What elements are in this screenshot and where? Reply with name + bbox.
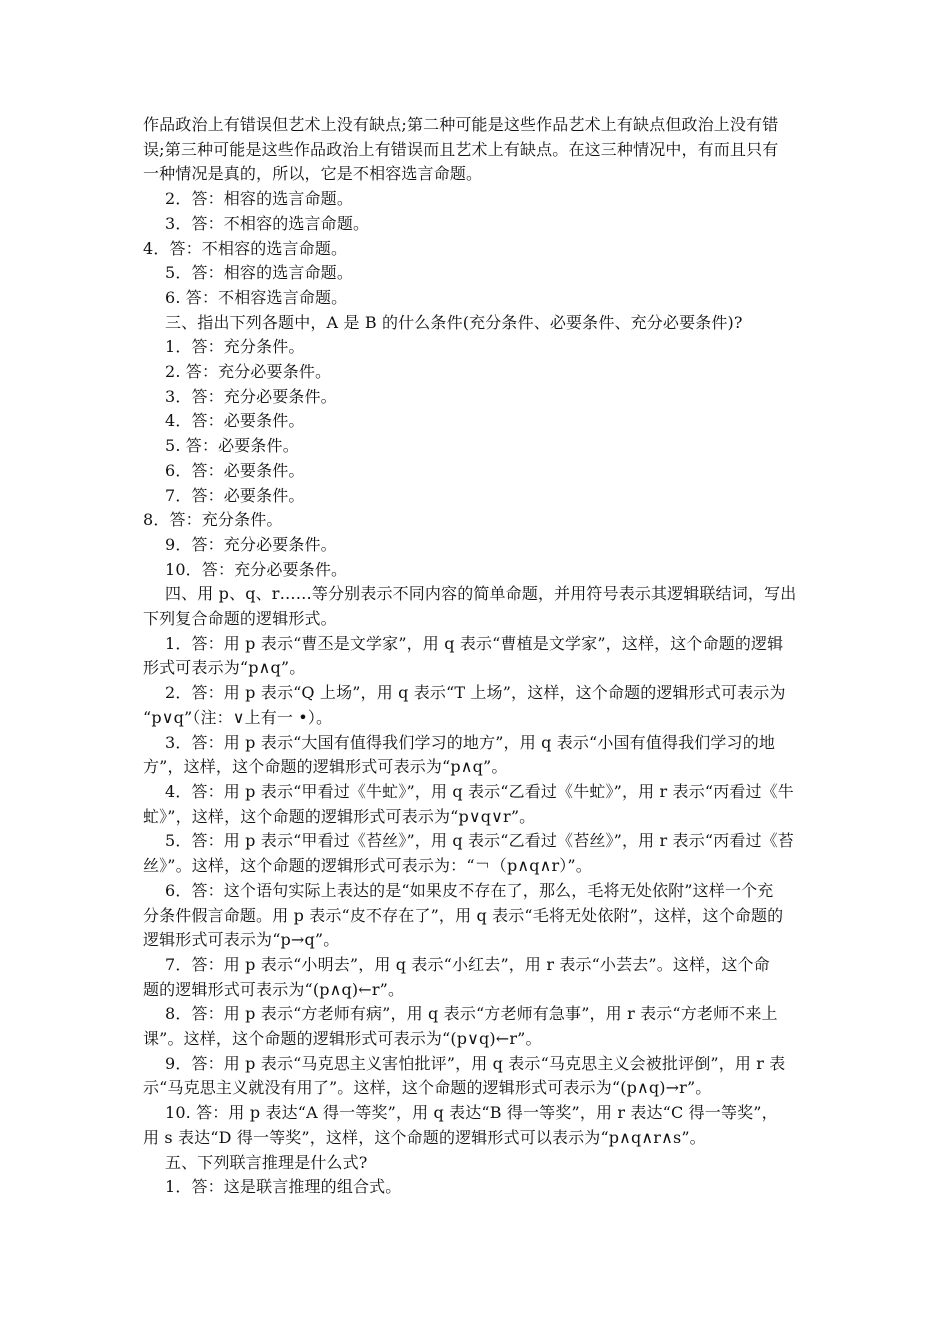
text-line: 1．答：充分条件。	[165, 337, 305, 357]
text-line: 5．答：相容的选言命题。	[165, 263, 353, 283]
text-line: 逻辑形式可表示为“p→q”。	[143, 930, 340, 950]
text-line: 分条件假言命题。用 p 表示“皮不存在了”，用 q 表示“毛将无处依附”，这样，这个命题的	[143, 905, 784, 925]
text-line: 示“马克思主义就没有用了”。这样，这个命题的逻辑形式可表示为“(p∧q)→r”。	[143, 1078, 712, 1098]
text-line: 6．答：必要条件。	[165, 460, 305, 480]
text-line: 1．答：这是联言推理的组合式。	[165, 1177, 402, 1197]
text-line: 9．答：用 p 表示“马克思主义害怕批评”，用 q 表示“马克思主义会被批评倒”，用 r 表	[165, 1053, 786, 1073]
text-line: 课”。这样，这个命题的逻辑形式可表示为“(p∨q)←r”。	[143, 1029, 542, 1049]
text-line: 方”，这样，这个命题的逻辑形式可表示为“p∧q”。	[143, 757, 508, 777]
text-line: 3．答：用 p 表示“大国有值得我们学习的地方”，用 q 表示“小国有值得我们学习的地	[165, 732, 775, 752]
text-line: 虻》”，这样，这个命题的逻辑形式可表示为“p∨q∨r”。	[143, 806, 536, 826]
text-line: “p∨q”（注：∨上有一 •）。	[143, 707, 333, 727]
text-line: 10．答：充分必要条件。	[165, 559, 348, 579]
text-line: 9．答：充分必要条件。	[165, 534, 337, 554]
text-line: 3．答：不相容的选言命题。	[165, 213, 370, 233]
text-line: 题的逻辑形式可表示为“(p∧q)←r”。	[143, 979, 405, 999]
text-line: 下列复合命题的逻辑形式。	[143, 609, 337, 629]
text-line: 7．答：用 p 表示“小明去”，用 q 表示“小红去”，用 r 表示“小芸去”。这样，这个命	[165, 954, 770, 974]
text-line: 五、下列联言推理是什么式?	[165, 1152, 368, 1172]
text-line: 一种情况是真的，所以，它是不相容选言命题。	[143, 164, 483, 184]
text-line: 4．答：用 p 表示“甲看过《牛虻》”，用 q 表示“乙看过《牛虻》”，用 r 表示“丙看过《牛	[165, 781, 794, 801]
text-line: 6．答：这个语句实际上表达的是“如果皮不存在了，那么，毛将无处依附”这样一个充	[165, 880, 774, 900]
text-line: 10. 答：用 p 表达“A 得一等奖”，用 q 表达“B 得一等奖”，用 r 表达“C 得一等奖”，	[165, 1103, 778, 1123]
text-line: 形式可表示为“p∧q”。	[143, 658, 306, 678]
document-body	[143, 113, 810, 1200]
text-line: 5. 答：必要条件。	[165, 436, 299, 456]
text-line: 作品政治上有错误但艺术上没有缺点;第二种可能是这些作品艺术上有缺点但政治上没有错	[143, 115, 779, 134]
text-line: 3．答：充分必要条件。	[165, 386, 337, 406]
text-line: 三、指出下列各题中，A 是 B 的什么条件(充分条件、必要条件、充分必要条件)?	[165, 312, 743, 332]
text-line: 4．答：不相容的选言命题。	[143, 238, 348, 258]
text-line: 7．答：必要条件。	[165, 485, 305, 505]
text-line: 5．答：用 p 表示“甲看过《苔丝》”，用 q 表示“乙看过《苔丝》”，用 r 表示“丙看过《苔	[165, 831, 794, 851]
text-line: 2. 答：充分必要条件。	[165, 362, 332, 382]
text-line: 用 s 表达“D 得一等奖”，这样，这个命题的逻辑形式可以表示为“p∧q∧r∧s”。	[143, 1127, 706, 1147]
text-line: 丝》”。这样，这个命题的逻辑形式可表示为：“￢（p∧q∧r）”。	[143, 856, 592, 876]
text-line: 6. 答：不相容选言命题。	[165, 287, 348, 307]
text-line: 误;第三种可能是这些作品政治上有错误而且艺术上有缺点。在这三种情况中，有而且只有	[143, 139, 779, 159]
text-line: 四、用 p、q、r……等分别表示不同内容的简单命题，并用符号表示其逻辑联结词，写出	[165, 584, 797, 604]
text-line: 4．答：必要条件。	[165, 411, 305, 431]
text-line: 8．答：充分条件。	[143, 510, 283, 530]
text-line: 2．答：相容的选言命题。	[165, 189, 353, 209]
text-line: 1．答：用 p 表示“曹丕是文学家”，用 q 表示“曹植是文学家”，这样，这个命题的逻辑	[165, 633, 784, 653]
text-line: 2．答：用 p 表示“Q 上场”，用 q 表示“T 上场”，这样，这个命题的逻辑形式可表示为	[165, 683, 786, 703]
text-line: 8．答：用 p 表示“方老师有病”，用 q 表示“方老师有急事”，用 r 表示“方老师不来上	[165, 1004, 778, 1024]
